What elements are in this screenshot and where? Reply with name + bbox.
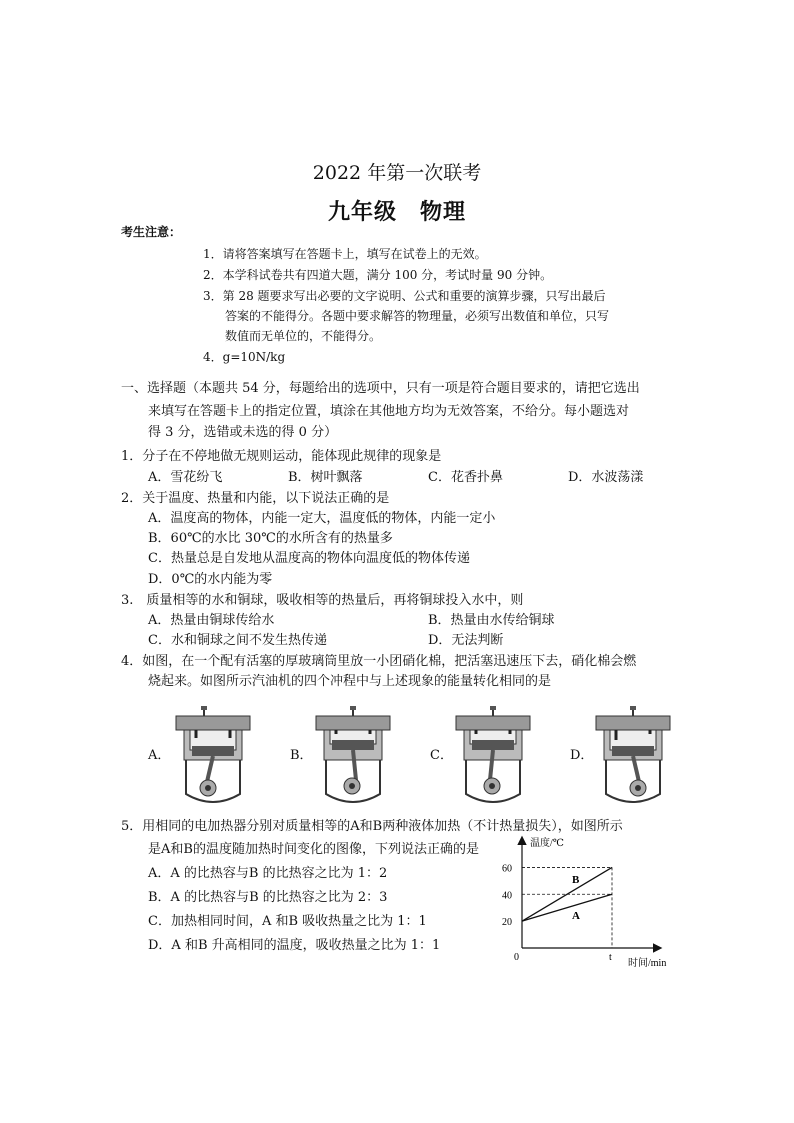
notice-item-4: 4．g=10N/kg bbox=[203, 350, 286, 364]
q4-stem-line-2: 烧起来。如图所示汽油机的四个冲程中与上述现象的能量转化相同的是 bbox=[148, 674, 552, 689]
engine-diagram-d bbox=[592, 706, 674, 806]
engine-diagram-c bbox=[452, 706, 534, 806]
series-label-b: B bbox=[572, 873, 580, 886]
q5-option-a: A．A 的比热容与B 的比热容之比为 1：2 bbox=[148, 866, 388, 881]
section-heading-line-2: 来填写在答题卡上的指定位置，填涂在其他地方均为无效答案，不给分。每小题选对 bbox=[148, 404, 630, 419]
x-tick-label-t: t bbox=[609, 952, 612, 963]
y-tick-label-60: 60 bbox=[502, 863, 512, 875]
q4-option-d-label: D． bbox=[570, 748, 594, 763]
series-label-a: A bbox=[572, 910, 580, 923]
q4-option-c-label: C． bbox=[430, 748, 453, 763]
q1-option-d: D．水波荡漾 bbox=[568, 470, 644, 485]
q3-option-b: B．热量由水传给铜球 bbox=[428, 613, 555, 628]
q1-option-a: A．雪花纷飞 bbox=[148, 470, 223, 485]
q1-option-c: C．花香扑鼻 bbox=[428, 470, 503, 485]
q5-option-d: D．A 和B 升高相同的温度，吸收热量之比为 1：1 bbox=[148, 938, 441, 953]
y-axis-label: 温度/℃ bbox=[530, 838, 564, 849]
notice-item-3-cont-1: 答案的不能得分。各题中要求解答的物理量，必须写出数值和单位，只写 bbox=[225, 309, 610, 323]
q4-option-b-label: B． bbox=[290, 748, 313, 763]
q2-stem: 2．关于温度、热量和内能，以下说法正确的是 bbox=[121, 491, 390, 506]
q1-stem: 1．分子在不停地做无规则运动，能体现此规律的现象是 bbox=[121, 449, 442, 464]
notice-item-2: 2．本学科试卷共有四道大题，满分 100 分，考试时量 90 分钟。 bbox=[203, 268, 553, 282]
notice-heading: 考生注意： bbox=[121, 225, 182, 239]
q5-option-c: C．加热相同时间，A 和B 吸收热量之比为 1：1 bbox=[148, 914, 427, 929]
exam-subject: 九年级 物理 bbox=[327, 199, 466, 225]
section-heading-line-3: 得 3 分，选错或未选的得 0 分） bbox=[148, 425, 338, 440]
section-heading-line-1: 一、选择题（本题共 54 分，每题给出的选项中，只有一项是符合题目要求的，请把它选出 bbox=[121, 381, 640, 396]
q5-option-b: B．A 的比热容与B 的比热容之比为 2：3 bbox=[148, 890, 388, 905]
series-line-a bbox=[522, 894, 612, 921]
q2-option-a: A．温度高的物体，内能一定大，温度低的物体，内能一定小 bbox=[148, 511, 496, 526]
q2-option-c: C．热量总是自发地从温度高的物体向温度低的物体传递 bbox=[148, 551, 470, 566]
notice-item-3: 3．第 28 题要求写出必要的文字说明、公式和重要的演算步骤，只写出最后 bbox=[203, 289, 606, 303]
q2-option-b: B．60℃的水比 30℃的水所含有的热量多 bbox=[148, 531, 393, 546]
y-tick-label-40: 40 bbox=[502, 890, 512, 902]
q5-stem-line-1: 5．用相同的电加热器分别对质量相等的A和B两种液体加热（不计热量损失），如图所示 bbox=[121, 819, 623, 834]
q4-stem-line-1: 4．如图，在一个配有活塞的厚玻璃筒里放一小团硝化棉，把活塞迅速压下去，硝化棉会燃 bbox=[121, 654, 637, 669]
q3-option-a: A．热量由铜球传给水 bbox=[148, 613, 275, 628]
exam-title: 2022 年第一次联考 bbox=[312, 162, 482, 184]
q2-option-d: D．0℃的水内能为零 bbox=[148, 572, 273, 587]
notice-item-1: 1．请将答案填写在答题卡上，填写在试卷上的无效。 bbox=[203, 247, 487, 261]
q3-option-c: C．水和铜球之间不发生热传递 bbox=[148, 633, 327, 648]
q3-option-d: D．无法判断 bbox=[428, 633, 504, 648]
engine-diagram-a bbox=[172, 706, 254, 806]
origin-label: 0 bbox=[514, 952, 519, 963]
q5-stem-line-2: 是A和B的温度随加热时间变化的图像，下列说法正确的是 bbox=[148, 842, 479, 857]
notice-item-3-cont-2: 数值而无单位的，不能得分。 bbox=[225, 329, 382, 343]
x-axis-label: 时间/min bbox=[628, 958, 667, 969]
q1-option-b: B．树叶飘落 bbox=[288, 470, 363, 485]
engine-diagram-b bbox=[312, 706, 394, 806]
q3-stem: 3. 质量相等的水和铜球，吸收相等的热量后，再将铜球投入水中，则 bbox=[121, 593, 524, 608]
temperature-time-chart bbox=[500, 830, 680, 970]
q4-option-a-label: A． bbox=[148, 748, 171, 763]
y-tick-label-20: 20 bbox=[502, 917, 512, 929]
